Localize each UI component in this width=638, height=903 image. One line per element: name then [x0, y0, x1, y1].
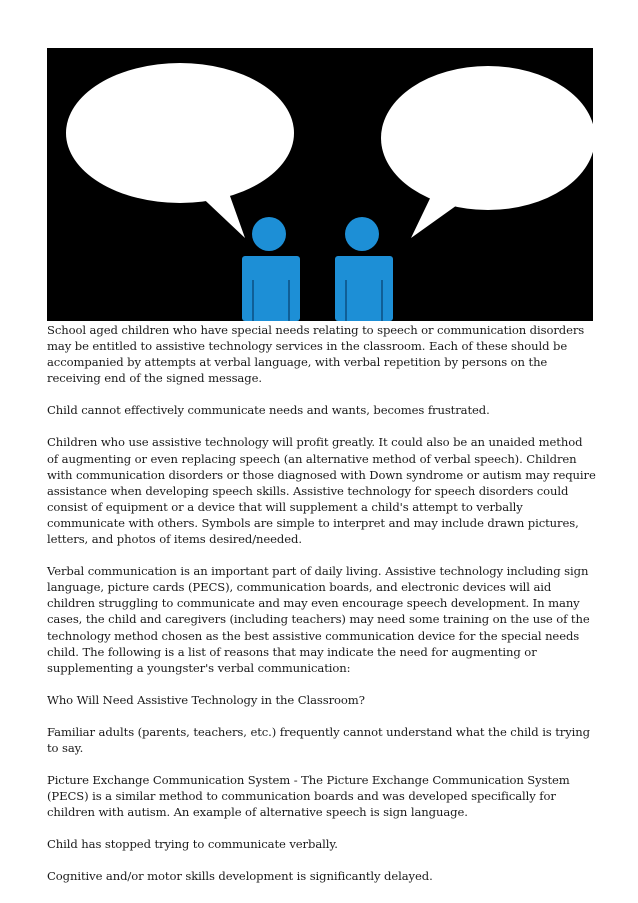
speech-bubbles-illustration: [47, 48, 593, 321]
paragraph-stopped-trying: Child has stopped trying to communicate verbally.: [47, 837, 338, 852]
paragraph-verbal-communication: Verbal communication is an important part of daily living. Assistive technology including sign language, picture cards (PECS), communication boards, and electronic devices will aid children struggling to communicate and may even encourage speech development. In many cases, the child and caregivers (including teachers) may need some training on the use of the technology method chosen as the best assistive communication device for the special needs child. The following is a list of reasons that may indicate the need for augmenting or supplementing a youngster's verbal communication:: [47, 564, 590, 675]
paragraph-delayed-development: Cognitive and/or motor skills development is significantly delayed.: [47, 869, 433, 884]
paragraph-who-needs: Who Will Need Assistive Technology in the Classroom?: [47, 692, 365, 707]
paragraph-frustration: Child cannot effectively communicate needs and wants, becomes frustrated.: [47, 403, 490, 418]
article-body: [47, 322, 597, 901]
paragraph-familiar-adults: Familiar adults (parents, teachers, etc.) frequently cannot understand what the child is trying to say.: [47, 724, 590, 755]
paragraph-pecs: Picture Exchange Communication System - The Picture Exchange Communication System (PECS) is a similar method to communication boards and was developed specifically for children with autism. An example of alternative speech is sign language.: [47, 773, 570, 820]
illustration-svg: [47, 48, 593, 321]
paragraph-intro: School aged children who have special needs relating to speech or communication disorders may be entitled to assistive technology services in the classroom. Each of these should be accompanied by attempts at verbal language, with verbal repetition by persons on the receiving end of the signed message.: [47, 323, 585, 386]
paragraph-benefits: Children who use assistive technology will profit greatly. It could also be an unaided method of augmenting or even replacing speech (an alternative method of verbal speech). Children with communication disorders or those diagnosed with Down syndrome or autism may require assistance when developing speech skills. Assistive technology for speech disorders could consist of equipment or a device that will supplement a child's attempt to verbally communicate with others. Symbols are simple to interpret and may include drawn pictures, letters, and photos of items desired/needed.: [47, 435, 596, 547]
